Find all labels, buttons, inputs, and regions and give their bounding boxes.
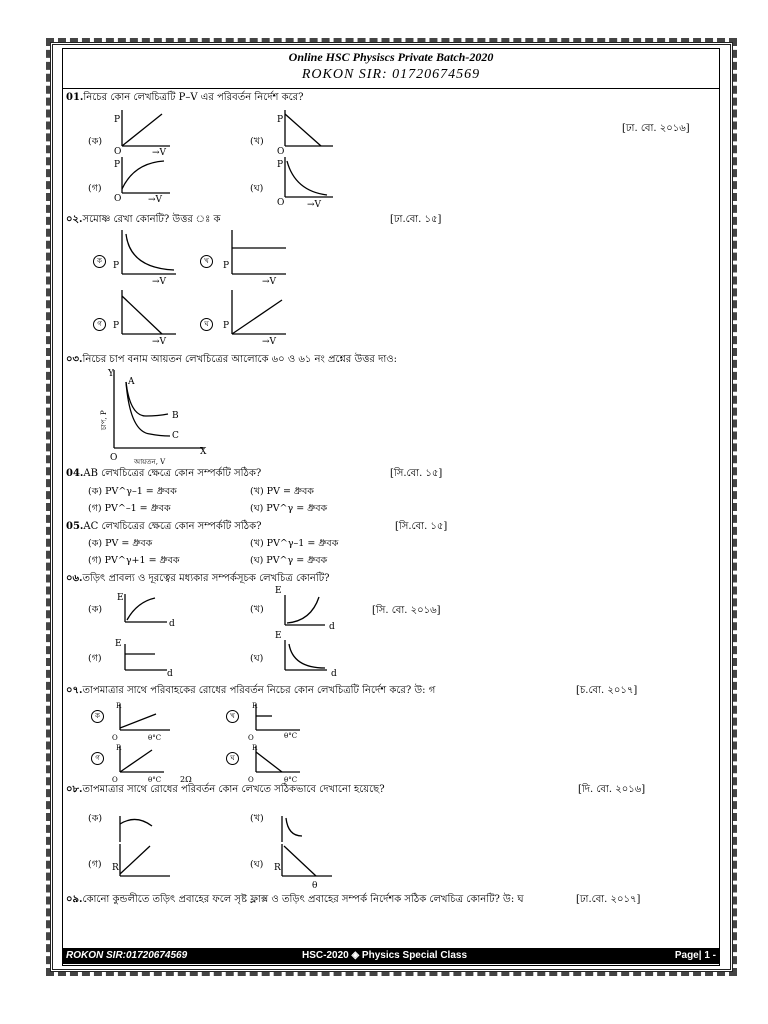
svg-text:d: d: [169, 619, 175, 629]
board-reference: [সি.বো. ১৫]: [395, 521, 448, 532]
question-text: সমোষ্ণ রেখা কোনটি? উত্তর ঃ ক: [82, 214, 221, 225]
svg-text:O: O: [114, 147, 122, 157]
x-axis-label: আয়তন, V: [134, 458, 166, 466]
svg-text:P: P: [277, 160, 284, 170]
option-label: খ: [226, 710, 239, 723]
question-1: [66, 90, 303, 107]
option-text: (ক) PV^γ–1 = ধ্রুবক: [88, 486, 177, 497]
svg-text:→V: →V: [152, 277, 167, 287]
graph-straight-increasing: [112, 742, 222, 784]
svg-text:→V: →V: [152, 337, 167, 347]
svg-text:E: E: [275, 586, 282, 596]
question-text: কোনো কুন্ডলীতে তড়িৎ প্রবাহের ফলে সৃষ্ট ফ্লাক্স ও তড়িৎ প্রবাহের সম্পর্ক নির্দেশক সঠিক লেখচিত্র কোনটি? উ: ঘ: [82, 894, 524, 905]
option-label: (খ): [250, 604, 264, 615]
graph-curve-rising: [112, 155, 172, 205]
graph-curve-falling: [275, 155, 335, 210]
svg-text:θ°C: θ°C: [148, 776, 162, 784]
svg-text:→V: →V: [262, 337, 277, 347]
graph-pv-adiabatic-isothermal: [100, 368, 210, 466]
question-number: ০২.: [66, 214, 83, 225]
question-number: ০৮.: [66, 784, 83, 795]
svg-text:R: R: [116, 702, 122, 710]
svg-text:R: R: [116, 744, 122, 752]
question-3: [66, 352, 397, 369]
svg-text:P: P: [113, 261, 120, 271]
svg-text:A: A: [128, 377, 135, 387]
option-label: (ঘ): [250, 653, 264, 664]
graph-straight-decreasing: [248, 742, 318, 784]
graph-step-flat: [248, 700, 318, 742]
question-text: তাপমাত্রার সাথে রোধের পরিবর্তন কোন লেখতে সঠিকভাবে দেখানো হয়েছে?: [82, 784, 385, 795]
svg-text:R: R: [112, 863, 119, 873]
option-label: (গ): [88, 653, 102, 664]
graph-straight-increasing: [112, 108, 172, 158]
option-label: ঘ: [200, 318, 213, 331]
svg-text:R: R: [274, 863, 281, 873]
svg-text:P: P: [114, 160, 121, 170]
svg-text:E: E: [275, 631, 282, 641]
graph-straight-increasing: [222, 290, 292, 345]
svg-text:→V: →V: [148, 195, 163, 205]
graph-step-flat: [115, 636, 175, 678]
question-text: তড়িৎ প্রাবল্য ও দূরত্বের মধ্যকার সম্পর্কসূচক লেখচিত্র কোনটি?: [82, 573, 330, 584]
board-reference: [সি. বো. ২০১৬]: [372, 605, 441, 616]
board-reference: [ঢা.বো. ১৫]: [390, 214, 442, 225]
graph-straight-increasing: [112, 700, 182, 742]
question-number: ০৭.: [66, 685, 83, 696]
svg-text:R: R: [252, 702, 258, 710]
svg-text:d: d: [331, 669, 337, 679]
question-number: ০৬.: [66, 573, 83, 584]
y-axis-label: চাপ, P: [100, 410, 108, 430]
board-reference: [ঢা. বো. ২০১৬]: [622, 123, 690, 134]
option-label: গ: [93, 318, 106, 331]
svg-text:P: P: [113, 321, 120, 331]
option-label: (ঘ): [250, 859, 264, 870]
header-title: Online HSC Physiscs Private Batch-2020: [288, 50, 494, 64]
board-reference: [ঢা.বো. ২০১৭]: [576, 894, 641, 905]
option-text: (ক) PV = ধ্রুবক: [88, 538, 153, 549]
graph-curve-rising: [115, 590, 175, 630]
footer-page-number: Page| 1 -: [674, 950, 716, 961]
option-label: গ: [91, 752, 104, 765]
svg-text:O: O: [248, 734, 254, 742]
svg-text:O: O: [277, 198, 285, 208]
question-9: [66, 892, 524, 909]
question-7: [66, 683, 435, 700]
graph-straight-decreasing: [275, 108, 335, 157]
question-text: নিচের কোন লেখচিত্রটি P–V এর পরিবর্তন নির্দেশ করে?: [83, 92, 304, 103]
svg-text:P: P: [223, 261, 230, 271]
question-text: AC লেখচিত্রের ক্ষেত্রে কোন সম্পর্কটি সঠিক?: [83, 521, 262, 532]
question-2: [66, 212, 221, 229]
header-divider: [62, 88, 720, 89]
svg-text:O: O: [112, 734, 118, 742]
option-label: (ক): [88, 136, 103, 147]
option-label: (খ): [250, 813, 264, 824]
option-label: ক: [91, 710, 104, 723]
question-number: ০৩.: [66, 354, 83, 365]
option-text: (খ) PV^γ–1 = ধ্রুবক: [250, 538, 339, 549]
svg-text:d: d: [167, 669, 173, 679]
graph-straight-increasing: [110, 840, 180, 886]
question-text: নিচের চাপ বনাম আয়তন লেখচিত্রের আলোকে ৬০ ও ৬১ নং প্রশ্নের উত্তর দাও:: [82, 354, 397, 365]
svg-text:θ°C: θ°C: [148, 734, 162, 742]
svg-text:→V: →V: [152, 148, 167, 158]
option-label: (খ): [250, 136, 264, 147]
svg-text:O: O: [248, 776, 254, 784]
board-reference: [দি. বো. ২০১৬]: [578, 784, 646, 795]
svg-text:O: O: [277, 147, 285, 157]
board-reference: [সি.বো. ১৫]: [390, 468, 443, 479]
question-number: ০৯.: [66, 894, 83, 905]
question-number: 05.: [66, 521, 84, 532]
svg-text:→V: →V: [262, 277, 277, 287]
svg-text:d: d: [329, 622, 335, 632]
svg-text:θ°C: θ°C: [284, 732, 298, 740]
svg-text:R: R: [252, 744, 258, 752]
footer-class: HSC-2020 ◈ Physics Special Class: [302, 950, 467, 961]
svg-text:O: O: [112, 776, 118, 784]
svg-text:B: B: [172, 411, 179, 421]
graph-horizontal-line: [222, 230, 292, 285]
svg-text:C: C: [172, 431, 179, 441]
option-label: (ক): [88, 604, 103, 615]
svg-text:E: E: [117, 593, 124, 603]
graph-straight-decreasing: [112, 290, 182, 345]
option-label: (গ): [88, 183, 102, 194]
question-text: AB লেখচিত্রের ক্ষেত্রে কোন সম্পর্কটি সঠিক?: [83, 468, 262, 479]
question-number: 01.: [66, 92, 84, 103]
option-text: (ঘ) PV^γ = ধ্রুবক: [250, 555, 328, 566]
svg-text:P: P: [114, 115, 121, 125]
option-label: ঘ: [226, 752, 239, 765]
option-text: (খ) PV = ধ্রুবক: [250, 486, 314, 497]
svg-text:O: O: [114, 194, 122, 204]
footer-bar: [62, 948, 720, 964]
svg-text:Y: Y: [108, 369, 114, 379]
option-text: (গ) PV^–1 = ধ্রুবক: [88, 503, 171, 514]
option-label: (ঘ): [250, 183, 264, 194]
svg-text:θ: θ: [312, 881, 318, 891]
svg-text:X: X: [200, 447, 207, 457]
option-label: (ক): [88, 813, 103, 824]
question-4: [66, 466, 261, 483]
graph-curve-upward: [275, 585, 345, 635]
graph-inverse-square: [275, 630, 345, 678]
svg-text:P: P: [223, 321, 230, 331]
svg-text:→V: →V: [307, 200, 322, 210]
option-label: ক: [93, 255, 106, 268]
header-teacher: ROKON SIR: 01720674569: [301, 67, 481, 82]
option-label: খ: [200, 255, 213, 268]
svg-text:θ°C: θ°C: [284, 776, 298, 784]
question-number: 04.: [66, 468, 84, 479]
graph-straight-decreasing: [272, 840, 342, 890]
graph-isothermal-curve: [112, 230, 182, 285]
question-8: [66, 782, 385, 799]
option-text: (ঘ) PV^γ = ধ্রুবক: [250, 503, 328, 514]
svg-text:O: O: [110, 453, 118, 463]
question-text: তাপমাত্রার সাথে পরিবাহকের রোধের পরিবর্তন নিচের কোন লেখচিত্রটি নির্দেশ করে? উ: গ: [82, 685, 436, 696]
option-text: (গ) PV^γ+1 = ধ্রুবক: [88, 555, 180, 566]
option-label: (গ): [88, 859, 102, 870]
board-reference: [চ.বো. ২০১৭]: [576, 685, 638, 696]
svg-text:P: P: [277, 115, 284, 125]
resistance-value: 2Ω: [180, 775, 192, 784]
svg-text:E: E: [115, 639, 122, 649]
question-5: [66, 519, 261, 536]
footer-teacher: ROKON SIR:01720674569: [66, 950, 188, 961]
